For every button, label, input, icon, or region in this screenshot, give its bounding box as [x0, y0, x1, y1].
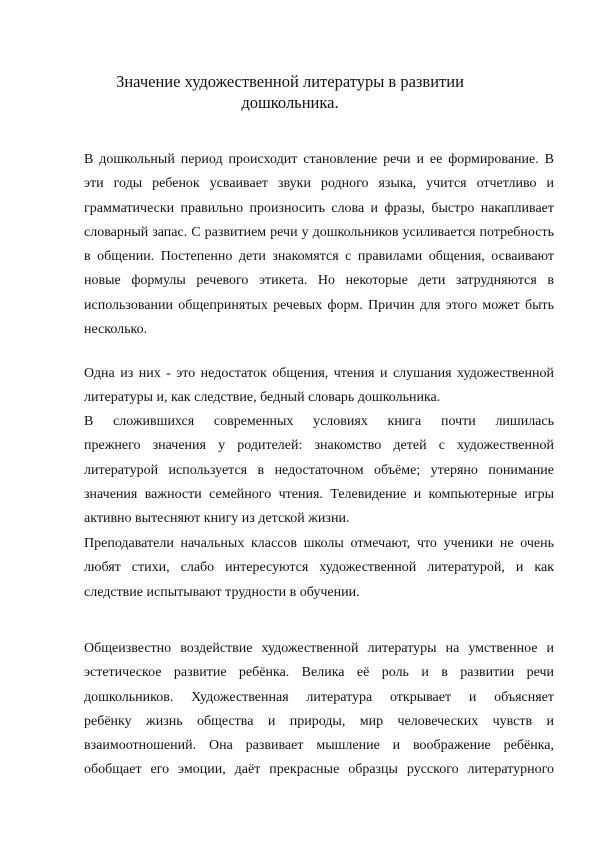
paragraph-2 [84, 362, 554, 411]
paragraph-4 [84, 532, 554, 605]
title-line-1: Значение художественной литературы в развитии [116, 72, 464, 91]
paragraph-3 [84, 410, 554, 531]
text-line: грамматически правильно произносить слова и фразы, быстро накапливает [84, 200, 554, 216]
text-line: Общеизвестно воздействие художественной литературы на умственное и [84, 641, 554, 656]
document-title [60, 71, 520, 113]
text-line: следствие испытывают трудности в обучении. [84, 584, 360, 600]
title-line-2: дошкольника. [241, 93, 339, 112]
paragraph-1 [84, 148, 554, 342]
text-line: в общении. Постепенно дети знакомятся с правилами общения, осваивают [84, 249, 554, 265]
text-line: литературой используется в недостаточном объёме; утеряно понимание [84, 462, 554, 478]
text-line: обобщает его эмоции, даёт прекрасные образцы русского литературного [84, 762, 554, 778]
paragraph-5 [84, 637, 554, 783]
text-line: эстетическое развитие ребёнка. Велика её роль и в развитии речи [84, 665, 554, 681]
text-line: словарный запас. С развитием речи у дошкольников усиливается потребность [84, 224, 554, 240]
text-line: В сложившихся современных условиях книга почти лишилась [84, 414, 554, 429]
text-line: новые формулы речевого этикета. Но некоторые дети затрудняются в [84, 273, 554, 289]
text-line: несколько. [84, 322, 148, 338]
text-line: литературы и, как следствие, бедный словарь дошкольника. [84, 390, 441, 406]
text-line: использовании общепринятых речевых форм. Причин для этого может быть [84, 297, 554, 313]
text-line: эти годы ребенок усваивает звуки родного языка, учится отчетливо и [84, 176, 554, 192]
text-line: ребёнку жизнь общества и природы, мир человеческих чувств и [84, 713, 554, 729]
text-line: взаимоотношений. Она развивает мышление и воображение ребёнка, [84, 738, 554, 754]
text-line: В дошкольный период происходит становление речи и ее формирование. В [84, 152, 554, 167]
text-line: Преподаватели начальных классов школы отмечают, что ученики не очень [84, 536, 554, 551]
text-line: активно вытесняют книгу из детской жизни. [84, 511, 350, 527]
text-line: прежнего значения у родителей: знакомство детей с художественной [84, 438, 554, 454]
text-line: Одна из них - это недостаток общения, чтения и слушания художественной [84, 366, 554, 381]
text-line: значения важности семейного чтения. Телевидение и компьютерные игры [84, 486, 554, 502]
text-line: любят стихи, слабо интересуются художественной литературой, и как [84, 560, 554, 576]
text-line: дошкольников. Художественная литература открывает и объясняет [84, 689, 554, 705]
